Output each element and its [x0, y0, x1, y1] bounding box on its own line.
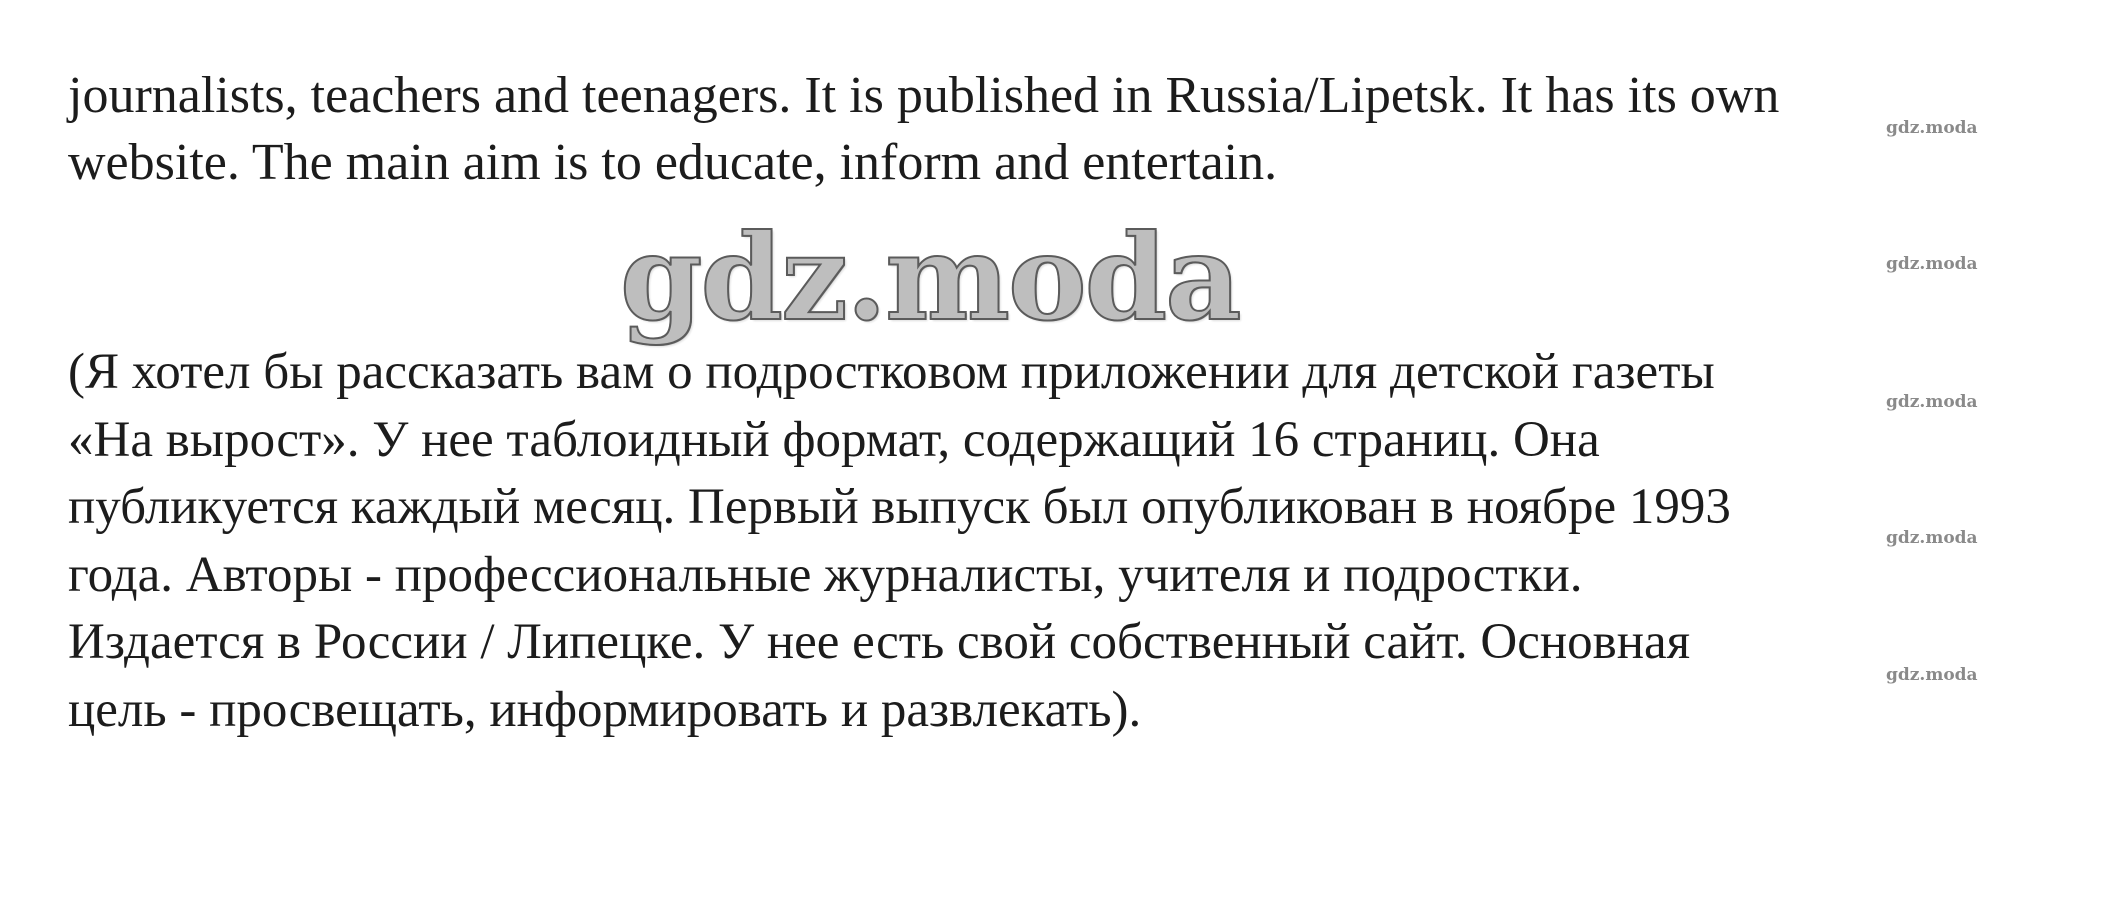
watermark-small-4: gdz.moda [1886, 528, 1978, 548]
watermark-logo: gdz.moda [620, 208, 1240, 347]
watermark-small-1: gdz.moda [1886, 118, 1978, 138]
watermark-small-2: gdz.moda [1886, 254, 1978, 274]
russian-text-line-3: публикуется каждый месяц. Первый выпуск был опубликован в ноябре 1993 [68, 479, 1731, 535]
watermark-small-3: gdz.moda [1886, 392, 1978, 412]
russian-text-line-6: цель - просвещать, информировать и развлекать). [68, 682, 1142, 738]
english-text-line-2: website. The main aim is to educate, inform and entertain. [68, 134, 1278, 191]
watermark-small-5: gdz.moda [1886, 665, 1978, 685]
russian-text-line-4: года. Авторы - профессиональные журналисты, учителя и подростки. [68, 547, 1583, 603]
english-text-line-1: journalists, teachers and teenagers. It is published in Russia/Lipetsk. It has its own [68, 67, 1780, 124]
russian-text-line-5: Издается в России / Липецке. У нее есть свой собственный сайт. Основная [68, 614, 1691, 670]
russian-text-line-2: «На вырост». У нее таблоидный формат, содержащий 16 страниц. Она [68, 412, 1600, 468]
russian-text-line-1: (Я хотел бы рассказать вам о подростковом приложении для детской газеты [68, 344, 1715, 400]
